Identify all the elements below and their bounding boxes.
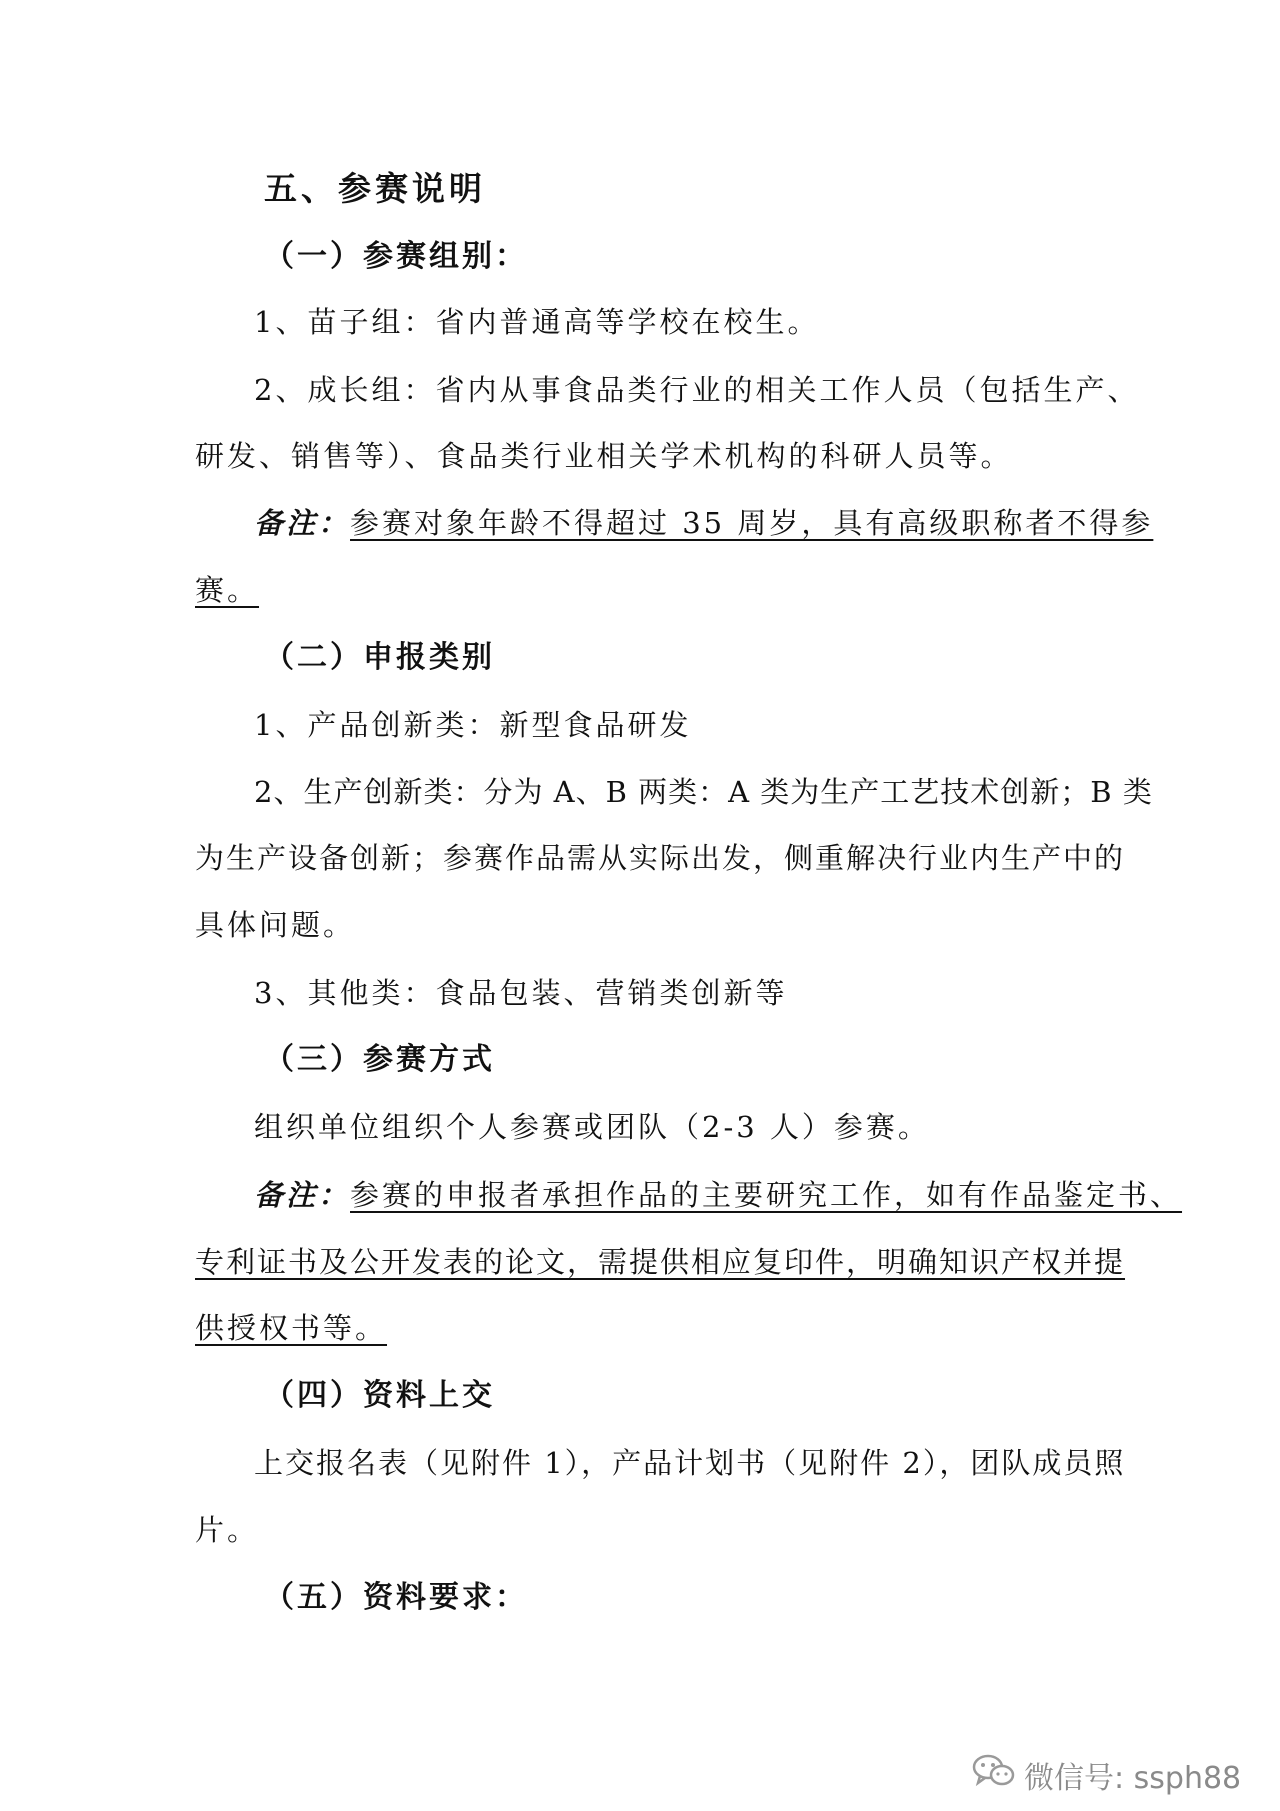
wechat-icon [972,1753,1016,1797]
note-text: 参赛的申报者承担作品的主要研究工作，如有作品鉴定书、 [350,1178,1183,1212]
paragraph-line: 1、产品创新类：新型食品研发 [254,708,692,742]
paragraph-line: 1、苗子组：省内普通高等学校在校生。 [254,305,820,339]
paragraph-line: 具体问题。 [195,908,356,942]
paragraph-line: 2、生产创新类：分为 A、B 两类：A 类为生产工艺技术创新；B 类 [254,775,1153,809]
note-label: 备注： [254,1178,351,1212]
note-text: 参赛对象年龄不得超过 35 周岁，具有高级职称者不得参 [350,506,1154,540]
watermark-text: 微信号: ssph88 [1024,1761,1242,1796]
section-title: 五、参赛说明 [264,169,486,208]
paragraph-line: 2、成长组：省内从事食品类行业的相关工作人员（包括生产、 [254,373,1140,407]
subsection-heading-4: （四）资料上交 [264,1378,495,1413]
subsection-heading-2: （二）申报类别 [264,640,495,675]
paragraph-line: 研发、销售等）、食品类行业相关学术机构的科研人员等。 [195,439,1013,473]
note-line [254,503,1153,543]
note-line [254,1175,1182,1215]
paragraph-line: 组织单位组织个人参赛或团队（2-3 人）参赛。 [254,1110,930,1144]
note-label: 备注： [254,506,351,540]
note-line: 赛。 [195,573,260,607]
note-line: 专利证书及公开发表的论文，需提供相应复印件，明确知识产权并提 [195,1245,1126,1279]
paragraph-line: 上交报名表（见附件 1），产品计划书（见附件 2），团队成员照 [254,1446,1126,1480]
subsection-heading-5: （五）资料要求： [264,1580,528,1615]
paragraph-line: 为生产设备创新；参赛作品需从实际出发，侧重解决行业内生产中的 [195,841,1126,875]
subsection-heading-3: （三）参赛方式 [264,1042,495,1077]
paragraph-line: 3、其他类：食品包装、营销类创新等 [254,976,788,1010]
paragraph-line: 片。 [195,1513,260,1547]
watermark [972,1753,1241,1797]
note-line: 供授权书等。 [195,1311,388,1345]
subsection-heading-1: （一）参赛组别： [264,239,528,274]
